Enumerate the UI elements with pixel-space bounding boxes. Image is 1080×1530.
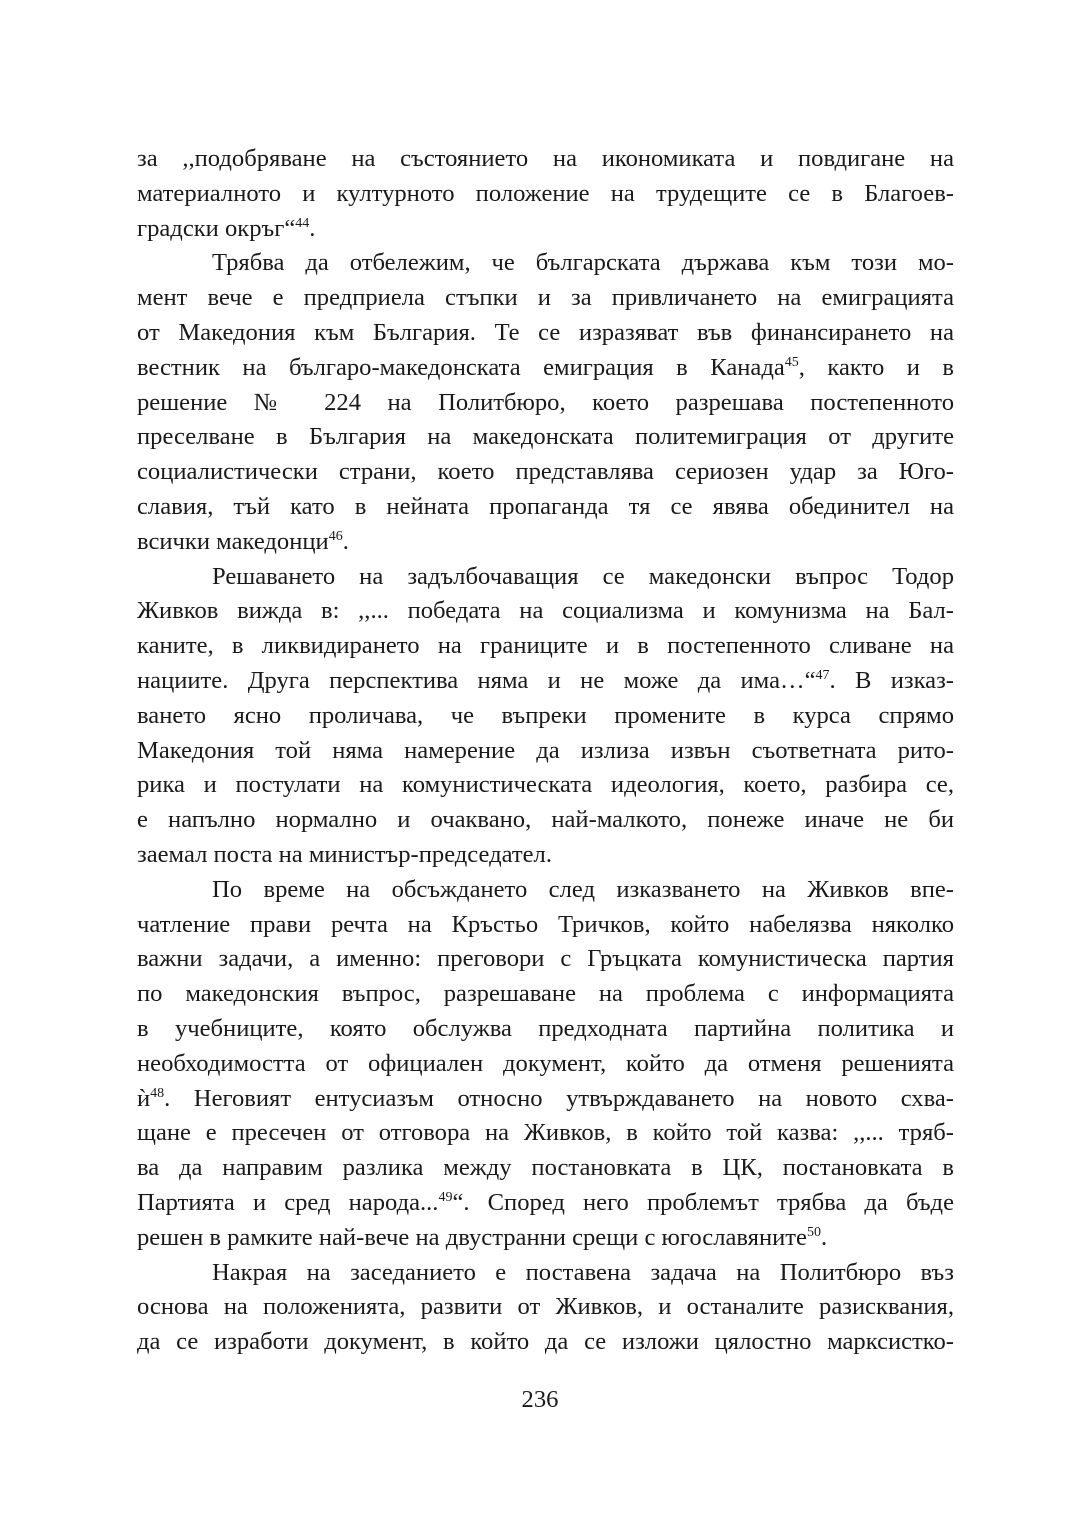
- page-number: 236: [521, 1386, 559, 1413]
- text-line: щане е пресечен от отговора на Живков, в който той казва: ,,... тряб-: [137, 1119, 954, 1147]
- text-line: всички македонци$^{46}$.: [137, 527, 349, 555]
- text-line: вестник на българо-македонската емиграция в Канада$^{45}$, както и в: [137, 353, 954, 381]
- text-line: Живков вижда в: ,,... победата на социализма и комунизма на Бал-: [137, 597, 954, 625]
- footnote-ref: 45: [784, 354, 799, 370]
- footnote-ref: 49: [438, 1189, 453, 1205]
- text-line: Трябва да отбележим, че българската държава към този мо-: [212, 249, 954, 277]
- text-line: в учебниците, която обслужва предходната партийна политика и: [137, 1014, 954, 1042]
- text-line: важни задачи, а именно: преговори с Гръцката комунистическа партия: [137, 945, 954, 973]
- text-line: по македонския въпрос, разрешаване на проблема с информацията: [137, 980, 954, 1008]
- text-line: преселване в България на македонската политемиграция от другите: [137, 423, 954, 451]
- text-line: е напълно нормално и очаквано, най-малкото, понеже иначе не би: [137, 806, 954, 834]
- text-line: социалистически страни, което представлява сериозен удар за Юго-: [137, 458, 954, 486]
- text-line: По време на обсъждането след изказването на Живков впе-: [212, 875, 954, 903]
- text-line: Накрая на заседанието е поставена задача на Политбюро въз: [212, 1258, 954, 1286]
- text-line: градски окръг“$^{44}$.: [137, 214, 316, 242]
- text-line: от Македония към България. Те се изразяват във финансирането на: [137, 318, 954, 346]
- text-line: рика и постулати на комунистическата идеология, което, разбира се,: [137, 771, 954, 799]
- footnote-ref: 48: [150, 1085, 165, 1101]
- text-line: каните, в ликвидирането на границите и в постепенното сливане на: [137, 632, 954, 660]
- text-line: чатление прави речта на Кръстьо Тричков, който набелязва няколко: [137, 910, 954, 938]
- text-line: Решаването на задълбочаващия се македонски въпрос Тодор: [212, 562, 954, 590]
- footnote-ref: 44: [295, 215, 310, 231]
- text-line: да се изработи документ, в който да се изложи цялостно марксистко-: [137, 1328, 954, 1356]
- text-line: ва да направим разлика между постановката в ЦК, постановката в: [137, 1154, 954, 1182]
- text-line: заемал поста на министър-председател.: [137, 840, 552, 868]
- footnote-ref: 50: [806, 1224, 821, 1240]
- text-line: решен в рамките най-вече на двустранни срещи с югославяните$^{50}$.: [137, 1223, 828, 1251]
- text-line: нациите. Друга перспектива няма и не може да има…“$^{47}$. В изказ-: [137, 666, 955, 694]
- text-line: ването ясно проличава, че въпреки промените в курса спрямо: [137, 701, 954, 729]
- document-body: [137, 142, 954, 1360]
- text-line: $ѝ^{48}$. Неговият ентусиазъм относно утвърждаването на новото схва-: [137, 1084, 954, 1112]
- text-line: решение № 224 на Политбюро, което разрешава постепенното: [137, 388, 954, 416]
- text-line: Партията и сред народа...$^{49}$“. Според него проблемът трябва да бъде: [137, 1188, 954, 1216]
- text-line: Македония той няма намерение да излиза извън съответната рито-: [137, 736, 954, 764]
- footnote-ref: 47: [815, 667, 830, 683]
- text-line: за ,,подобряване на състоянието на икономиката и повдигане на: [137, 145, 954, 172]
- footnote-ref: 46: [328, 528, 343, 544]
- text-line: основа на положенията, развити от Живков, и останалите разисквания,: [137, 1293, 954, 1321]
- text-line: мент вече е предприела стъпки и за привличането на емиграцията: [137, 284, 954, 312]
- text-line: материалното и културното положение на трудещите се в Благоев-: [137, 179, 954, 207]
- text-line: славия, тъй като в нейната пропаганда тя се явява обединител на: [137, 492, 954, 520]
- text-line: необходимостта от официален документ, който да отменя решенията: [137, 1049, 954, 1077]
